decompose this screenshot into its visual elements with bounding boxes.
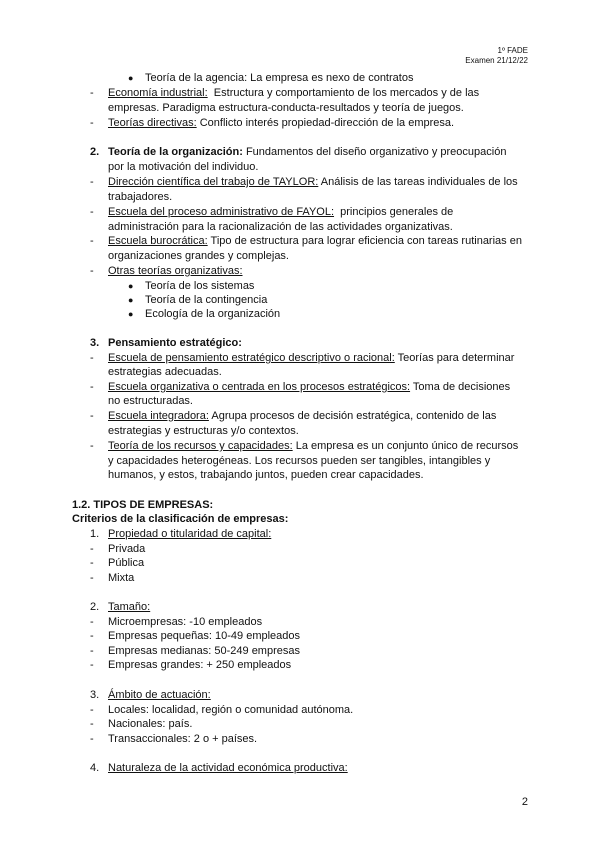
item-label: Otras teorías organizativas:	[108, 265, 243, 277]
dash-icon: -	[90, 630, 94, 642]
item-label: Escuela organizativa o centrada en los procesos estratégicos:	[108, 381, 411, 393]
criterion-number: 1.	[90, 528, 100, 540]
dash-icon: -	[90, 645, 94, 657]
item-label: Dirección científica del trabajo de TAYLOR:	[108, 176, 319, 188]
item-text: Empresas medianas: 50-249 empresas	[108, 645, 300, 657]
item-text: Privada	[108, 543, 146, 555]
dash-icon: -	[90, 117, 94, 129]
section-text: Fundamentos del diseño organizativo y preocupación	[245, 146, 507, 158]
dash-icon: -	[90, 616, 94, 628]
criterion-number: 4.	[90, 762, 100, 774]
dash-icon: -	[90, 557, 94, 569]
criterion-label: Naturaleza de la actividad económica productiva:	[108, 762, 348, 774]
item-text: La empresa es un conjunto único de recursos	[295, 440, 519, 452]
item-text: Teoría de la contingencia	[145, 294, 268, 306]
dash-icon: -	[90, 440, 94, 452]
item-text: Estructura y comportamiento de los mercados y de las	[213, 87, 480, 99]
dash-icon: -	[90, 381, 94, 393]
section-title: Pensamiento estratégico:	[108, 337, 242, 349]
item-text: trabajadores.	[108, 191, 173, 203]
criterion-number: 3.	[90, 689, 100, 701]
item-text: Empresas grandes: + 250 empleados	[108, 659, 292, 671]
dash-icon: -	[90, 543, 94, 555]
dash-icon: -	[90, 659, 94, 671]
item-text: Teoría de la agencia: La empresa es nexo de contratos	[145, 72, 414, 84]
section-text: por la motivación del individuo.	[108, 161, 259, 173]
dash-icon: -	[90, 704, 94, 716]
item-text: administración para la racionalización de las actividades organizativas.	[108, 221, 453, 233]
section-number: 2.	[90, 146, 100, 158]
item-text: humanos, y estos, trabajando juntos, pueden crear capacidades.	[108, 469, 424, 481]
criterion-label: Propiedad o titularidad de capital:	[108, 528, 272, 540]
bullet-icon: ●	[128, 309, 134, 319]
item-label: Escuela del proceso administrativo de FAYOL:	[108, 206, 335, 218]
item-text: no estructuradas.	[108, 395, 193, 407]
dash-icon: -	[90, 572, 94, 584]
item-text: Ecología de la organización	[145, 308, 281, 320]
bullet-icon: ●	[128, 295, 134, 305]
item-text: Microempresas: -10 empleados	[108, 616, 263, 628]
item-label: Teoría de los recursos y capacidades:	[108, 440, 293, 452]
item-text: y capacidades heterogéneas. Los recursos pueden ser tangibles, intangibles y	[108, 455, 491, 467]
dash-icon: -	[90, 265, 94, 277]
bullet-icon: ●	[128, 281, 134, 291]
item-label: Escuela burocrática:	[108, 235, 208, 247]
item-text: Teoría de los sistemas	[145, 280, 255, 292]
item-label: Escuela de pensamiento estratégico descriptivo o racional:	[108, 352, 395, 364]
item-text: Pública	[108, 557, 145, 569]
item-text: Empresas pequeñas: 10-49 empleados	[108, 630, 301, 642]
dash-icon: -	[90, 352, 94, 364]
dash-icon: -	[90, 176, 94, 188]
criterion-label: Ámbito de actuación:	[108, 689, 211, 701]
item-label: Economía industrial:	[108, 87, 208, 99]
dash-icon: -	[90, 87, 94, 99]
criteria-heading: Criterios de la clasificación de empresas:	[72, 513, 289, 525]
page-number: 2	[521, 796, 528, 808]
item-text: Transaccionales: 2 o + países.	[108, 733, 258, 745]
item-text: Tipo de estructura para lograr eficiencia con tareas rutinarias en	[210, 235, 522, 247]
item-text: Agrupa procesos de decisión estratégica, contenido de las	[211, 410, 497, 422]
item-text: organizaciones grandes y complejas.	[108, 250, 289, 262]
item-text: Locales: localidad, región o comunidad autónoma.	[108, 704, 354, 716]
subsection-heading: 1.2. TIPOS DE EMPRESAS:	[72, 499, 214, 511]
bullet-icon: ●	[128, 73, 134, 83]
dash-icon: -	[90, 206, 94, 218]
header-course: 1º FADE	[497, 46, 528, 55]
item-text: estrategias y estructuras y/o contextos.	[108, 425, 299, 437]
item-label: Teorías directivas:	[108, 117, 197, 129]
dash-icon: -	[90, 733, 94, 745]
item-text: Teorías para determinar	[397, 352, 515, 364]
item-text: Análisis de las tareas individuales de los	[320, 176, 518, 188]
dash-icon: -	[90, 235, 94, 247]
section-title: Teoría de la organización:	[108, 146, 243, 158]
item-text: estrategias adecuadas.	[108, 366, 222, 378]
item-text: Mixta	[108, 572, 135, 584]
item-text: empresas. Paradigma estructura-conducta-resultados y teoría de juegos.	[108, 102, 464, 114]
item-text: Nacionales: país.	[108, 718, 193, 730]
item-text: Conflicto interés propiedad-dirección de la empresa.	[199, 117, 455, 129]
header-exam: Examen 21/12/22	[465, 56, 528, 65]
section-number: 3.	[90, 337, 100, 349]
criterion-label: Tamaño:	[108, 601, 151, 613]
item-text: Toma de decisiones	[412, 381, 511, 393]
criterion-number: 2.	[90, 601, 100, 613]
item-label: Escuela integradora:	[108, 410, 209, 422]
dash-icon: -	[90, 410, 94, 422]
dash-icon: -	[90, 718, 94, 730]
item-text: principios generales de	[340, 206, 454, 218]
